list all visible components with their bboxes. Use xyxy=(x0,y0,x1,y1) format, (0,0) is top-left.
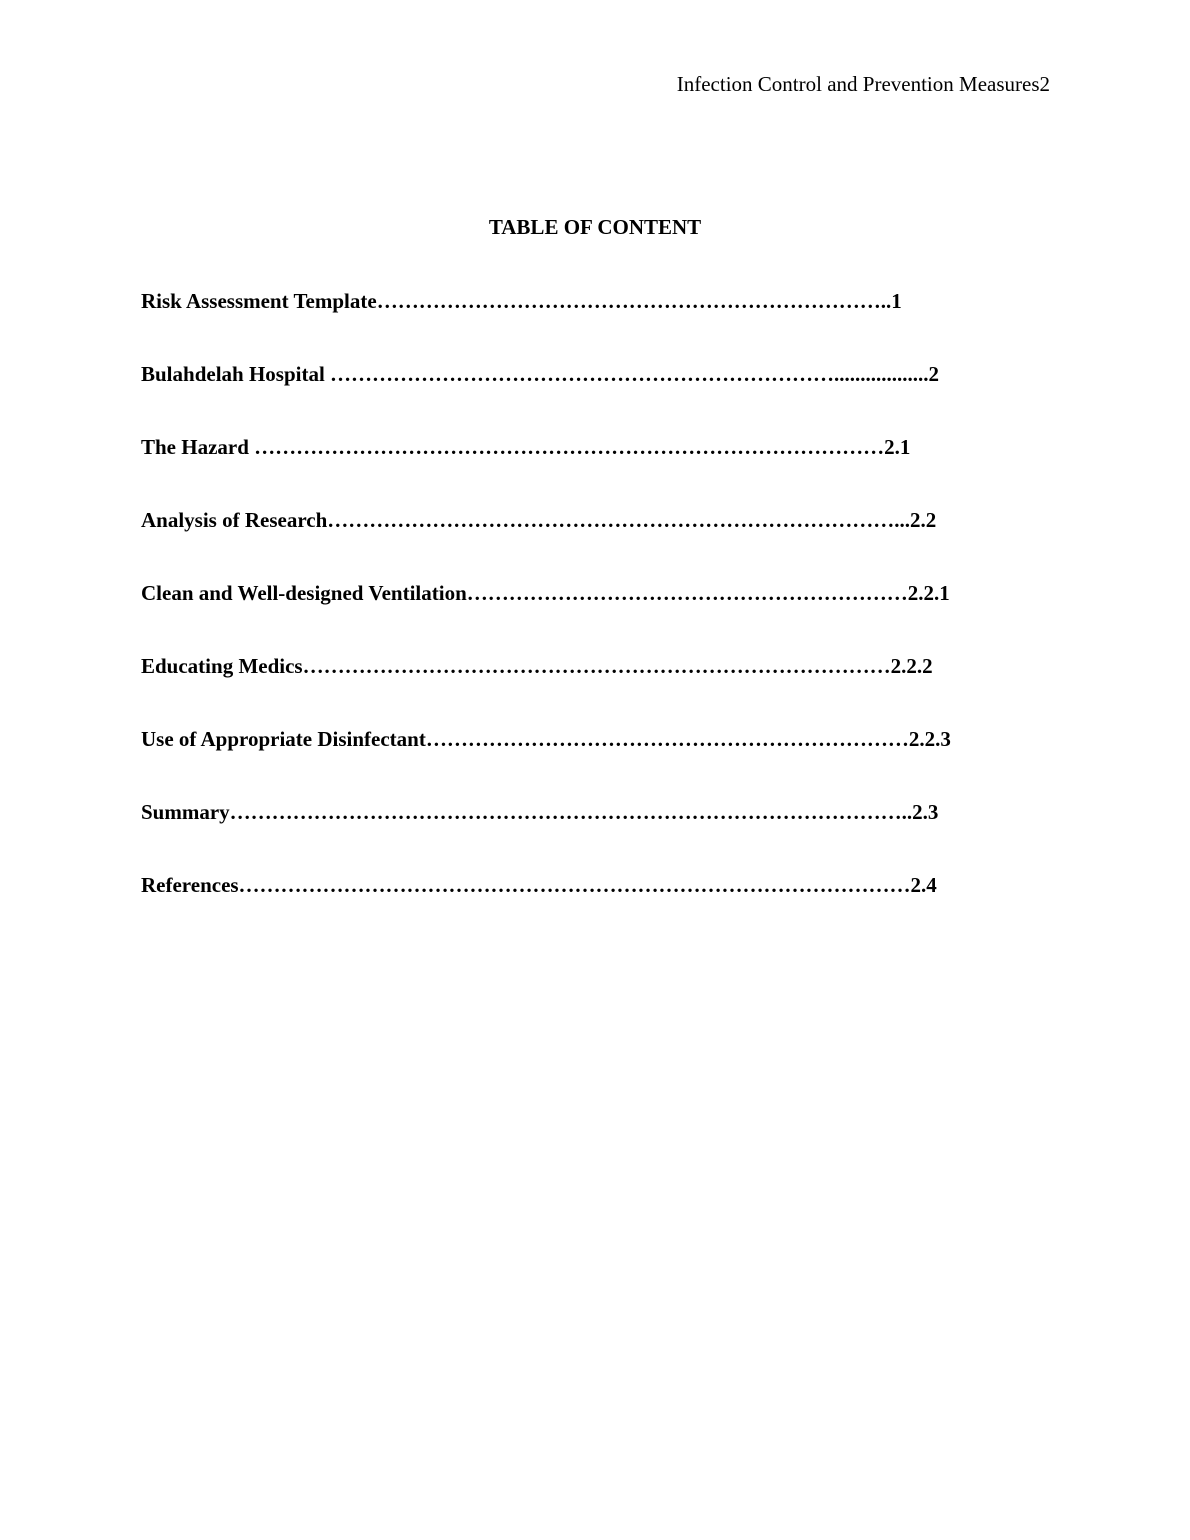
toc-entry-references: References……………………………………………………………………………………2.4 xyxy=(141,873,937,897)
toc-entry-summary: Summary……………………………………………………………………………………..2.3 xyxy=(141,800,939,824)
toc-entry-educating-medics: Educating Medics…………………………………………………………………………2.2.2 xyxy=(141,654,933,678)
toc-entry-risk-assessment-template: Risk Assessment Template………………………………………………………………..1 xyxy=(141,289,902,313)
toc-entry-ventilation: Clean and Well-designed Ventilation………………………………………………………2.2.1 xyxy=(141,581,950,605)
running-header: Infection Control and Prevention Measures2 xyxy=(676,72,1050,96)
toc-list xyxy=(141,287,951,944)
toc-entry-analysis-of-research: Analysis of Research………………………………………………………………………...2.2 xyxy=(141,508,937,532)
toc-entry-disinfectant: Use of Appropriate Disinfectant……………………………………………………………2.2.3 xyxy=(141,727,951,751)
toc-title: TABLE OF CONTENT xyxy=(488,215,702,239)
toc-entry-bulahdelah-hospital: Bulahdelah Hospital ………………………………………………………………..................2 xyxy=(141,362,940,386)
toc-entry-the-hazard: The Hazard ………………………………………………………………………………2.1 xyxy=(141,435,911,459)
